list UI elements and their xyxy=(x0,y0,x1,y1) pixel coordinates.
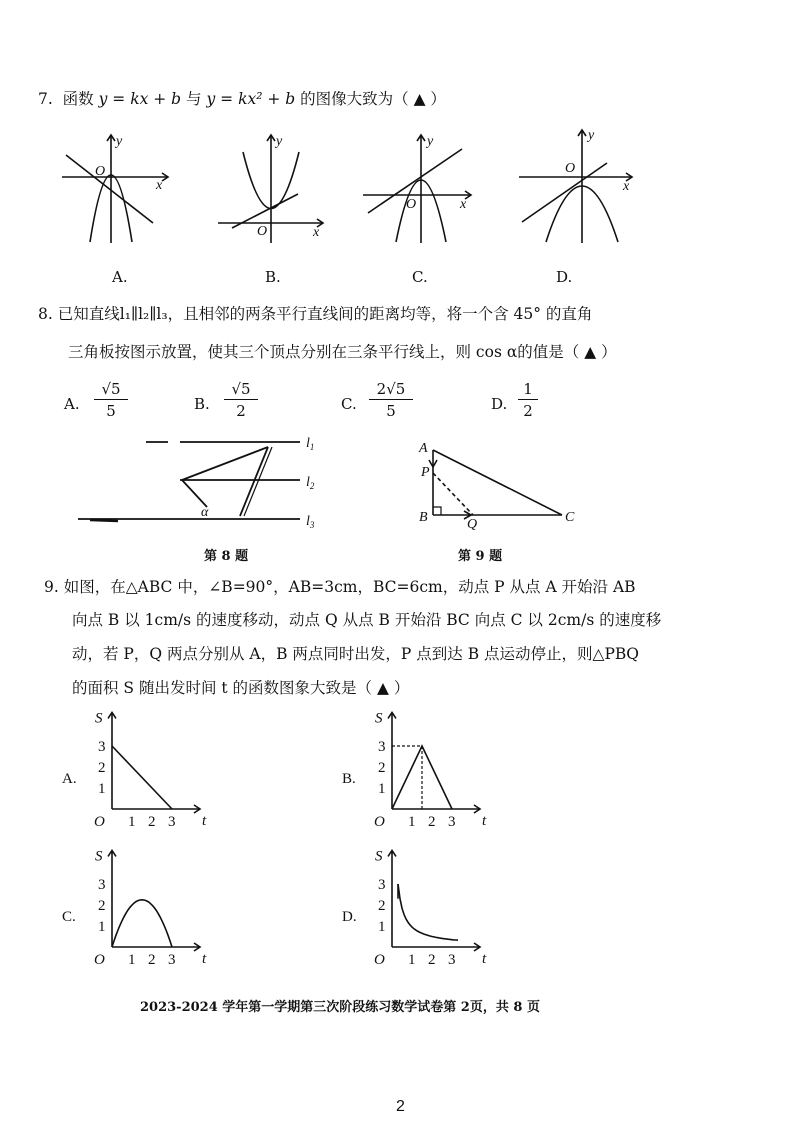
q9c-parabola xyxy=(112,900,172,947)
q8-b-num: √5 xyxy=(224,380,258,400)
q7a-origin: O xyxy=(95,164,106,179)
label-q: Q xyxy=(467,517,478,532)
q7d-y-label: y xyxy=(588,128,595,143)
q7c-x-label: x xyxy=(460,197,467,212)
q8-option-d xyxy=(491,394,507,413)
q7-graph-b xyxy=(218,135,323,243)
q8-option-b-label: B. xyxy=(194,395,210,413)
q7-text-prefix: 函数 xyxy=(62,90,94,108)
q8-figure xyxy=(0,430,400,540)
q7c-origin: O xyxy=(406,197,417,212)
q9d-t-label: t xyxy=(482,951,487,967)
q8-option-a-fraction xyxy=(94,380,128,420)
q8-a-num: √5 xyxy=(94,380,128,400)
q7-graph-a xyxy=(62,135,168,243)
q9b-origin: O xyxy=(374,814,385,830)
q9-caption: 第 9 题 xyxy=(458,549,503,564)
q7-option-c: C. xyxy=(412,268,428,286)
label-alpha: α xyxy=(201,505,209,520)
q9-line2: 向点 B 以 1cm/s 的速度移动，动点 Q 从点 B 开始沿 BC 向点 C 以 2cm/s 的速度移 xyxy=(72,611,662,629)
line-l3-smudge xyxy=(90,520,118,521)
q8-option-c xyxy=(341,394,357,413)
q8-option-b xyxy=(194,394,210,413)
q9d-tick-y-1: 1 xyxy=(378,919,386,935)
q8-number: 8. xyxy=(38,305,53,323)
q9b-tick-x-1: 1 xyxy=(408,814,416,830)
q8-d-num: 1 xyxy=(518,380,538,400)
q7-option-b: B. xyxy=(265,268,281,286)
q9-line3: 动，若 P，Q 两点分别从 A，B 两点同时出发，P 点到达 B 点运动停止，则△PBQ xyxy=(72,645,639,663)
q9d-hyperbola xyxy=(398,884,458,940)
q9a-tick-x-1: 1 xyxy=(128,814,136,830)
q9-graphs xyxy=(0,705,560,975)
q7a-y-label: y xyxy=(116,134,123,149)
q9a-tick-y-1: 1 xyxy=(98,781,106,797)
right-angle-mark xyxy=(433,507,441,515)
segment-pq xyxy=(433,473,473,515)
q9c-t-label: t xyxy=(202,951,207,967)
q8-option-c-fraction xyxy=(369,380,413,420)
label-l2: $l_2$ xyxy=(306,475,315,491)
line xyxy=(66,155,153,223)
q9a-tick-y-3: 3 xyxy=(98,739,106,755)
q9a-tick-x-3: 3 xyxy=(168,814,176,830)
q8-option-c-label: C. xyxy=(341,395,357,413)
footer: 2023-2024 学年第一学期第三次阶段练习数学试卷第 2页，共 8 页 xyxy=(140,1000,540,1015)
triangle-left-edge xyxy=(182,480,207,507)
q9a-tick-x-2: 2 xyxy=(148,814,156,830)
q8-option-a xyxy=(64,394,80,413)
q9c-s-label: S xyxy=(95,848,103,865)
q7b-x-label: x xyxy=(313,225,320,240)
q7-eq1: y = kx + b xyxy=(98,90,182,108)
q8-options xyxy=(64,380,684,430)
q9d-tick-x-1: 1 xyxy=(408,952,416,968)
triangle-hyp-edge-2 xyxy=(244,447,272,516)
q7-number: 7. xyxy=(38,90,53,108)
q9d-tick-x-2: 2 xyxy=(428,952,436,968)
q8-line1: 已知直线l₁∥l₂∥l₃，且相邻的两条平行直线间的距离均等，将一个含 45° 的直角 xyxy=(57,305,593,323)
q9b-t-label: t xyxy=(482,813,487,829)
q9b-tick-y-2: 2 xyxy=(378,760,386,776)
label-p: P xyxy=(421,465,430,480)
q9d-origin: O xyxy=(374,952,385,968)
q8-c-num: 2√5 xyxy=(369,380,413,400)
q9d-tick-y-3: 3 xyxy=(378,877,386,893)
q9-option-b: B. xyxy=(342,771,356,787)
q9-stem-line1 xyxy=(44,580,636,596)
q8-option-d-label: D. xyxy=(491,395,508,413)
q8-option-d-fraction xyxy=(518,380,538,420)
q9b-s-label: S xyxy=(375,710,383,727)
label-l3: $l_3$ xyxy=(306,514,315,530)
triangle-hyp-edge xyxy=(240,447,268,516)
q9d-tick-x-3: 3 xyxy=(448,952,456,968)
q9a-line xyxy=(112,746,172,809)
q9-option-d: D. xyxy=(342,909,357,925)
q9-option-c: C. xyxy=(62,909,76,925)
q7-graph-c xyxy=(363,135,471,243)
q7d-origin: O xyxy=(565,161,576,176)
q8-c-den: 5 xyxy=(386,402,396,420)
q9b-tick-y-3: 3 xyxy=(378,739,386,755)
q7-option-d: D. xyxy=(556,268,573,286)
q7b-origin: O xyxy=(257,224,268,239)
q8-a-den: 5 xyxy=(106,402,116,420)
label-c: C xyxy=(565,510,575,525)
q9-number: 9. xyxy=(44,578,59,596)
q8-option-b-fraction xyxy=(224,380,258,420)
q9-line1: 如图，在△ABC 中，∠B=90°，AB=3cm，BC=6cm，动点 P 从点 A 开始沿 AB xyxy=(63,578,636,596)
q9-figure xyxy=(400,430,600,540)
q7-option-a: A. xyxy=(112,268,128,286)
q7a-x-label: x xyxy=(156,178,163,193)
q9a-s-label: S xyxy=(95,710,103,727)
triangle-top-edge xyxy=(182,447,268,480)
q7-graphs xyxy=(0,120,794,290)
q9a-tick-y-2: 2 xyxy=(98,760,106,776)
q9d-s-label: S xyxy=(375,848,383,865)
q9-line4: 的面积 S 随出发时间 t 的函数图象大致是（ ▲ ） xyxy=(72,679,410,697)
q9c-tick-y-1: 1 xyxy=(98,919,106,935)
q9b-tick-x-3: 3 xyxy=(448,814,456,830)
q9c-tick-y-2: 2 xyxy=(98,898,106,914)
q7-text-suffix: 的图像大致为（ ▲ ） xyxy=(300,90,446,108)
q8-line2: 三角板按图示放置，使其三个顶点分别在三条平行线上，则 cos α的值是（ ▲ ） xyxy=(68,343,617,361)
q9c-tick-x-3: 3 xyxy=(168,952,176,968)
q8-d-den: 2 xyxy=(523,402,533,420)
q7d-x-label: x xyxy=(623,179,630,194)
q8-stem-line1 xyxy=(38,307,592,323)
q8-b-den: 2 xyxy=(236,402,246,420)
side-ac xyxy=(433,450,562,515)
q9d-tick-y-2: 2 xyxy=(378,898,386,914)
q9c-origin: O xyxy=(94,952,105,968)
q7c-y-label: y xyxy=(427,134,434,149)
q9a-origin: O xyxy=(94,814,105,830)
q9b-tick-y-1: 1 xyxy=(378,781,386,797)
q7-stem xyxy=(38,92,446,108)
q9-option-a: A. xyxy=(62,771,77,787)
q7b-y-label: y xyxy=(276,134,283,149)
q7-graph-d xyxy=(519,130,632,243)
q8-caption: 第 8 题 xyxy=(204,549,249,564)
label-b: B xyxy=(419,510,428,525)
label-l1: $l_1$ xyxy=(306,436,315,452)
page-number: 2 xyxy=(396,1098,405,1115)
q9c-tick-x-1: 1 xyxy=(128,952,136,968)
q8-option-a-label: A. xyxy=(64,395,80,413)
q7-eq2: y = kx² + b xyxy=(206,90,296,108)
q9a-t-label: t xyxy=(202,813,207,829)
q9b-tick-x-2: 2 xyxy=(428,814,436,830)
q9c-tick-x-2: 2 xyxy=(148,952,156,968)
label-a: A xyxy=(419,441,428,456)
q7-connector: 与 xyxy=(186,90,202,108)
q9c-tick-y-3: 3 xyxy=(98,877,106,893)
